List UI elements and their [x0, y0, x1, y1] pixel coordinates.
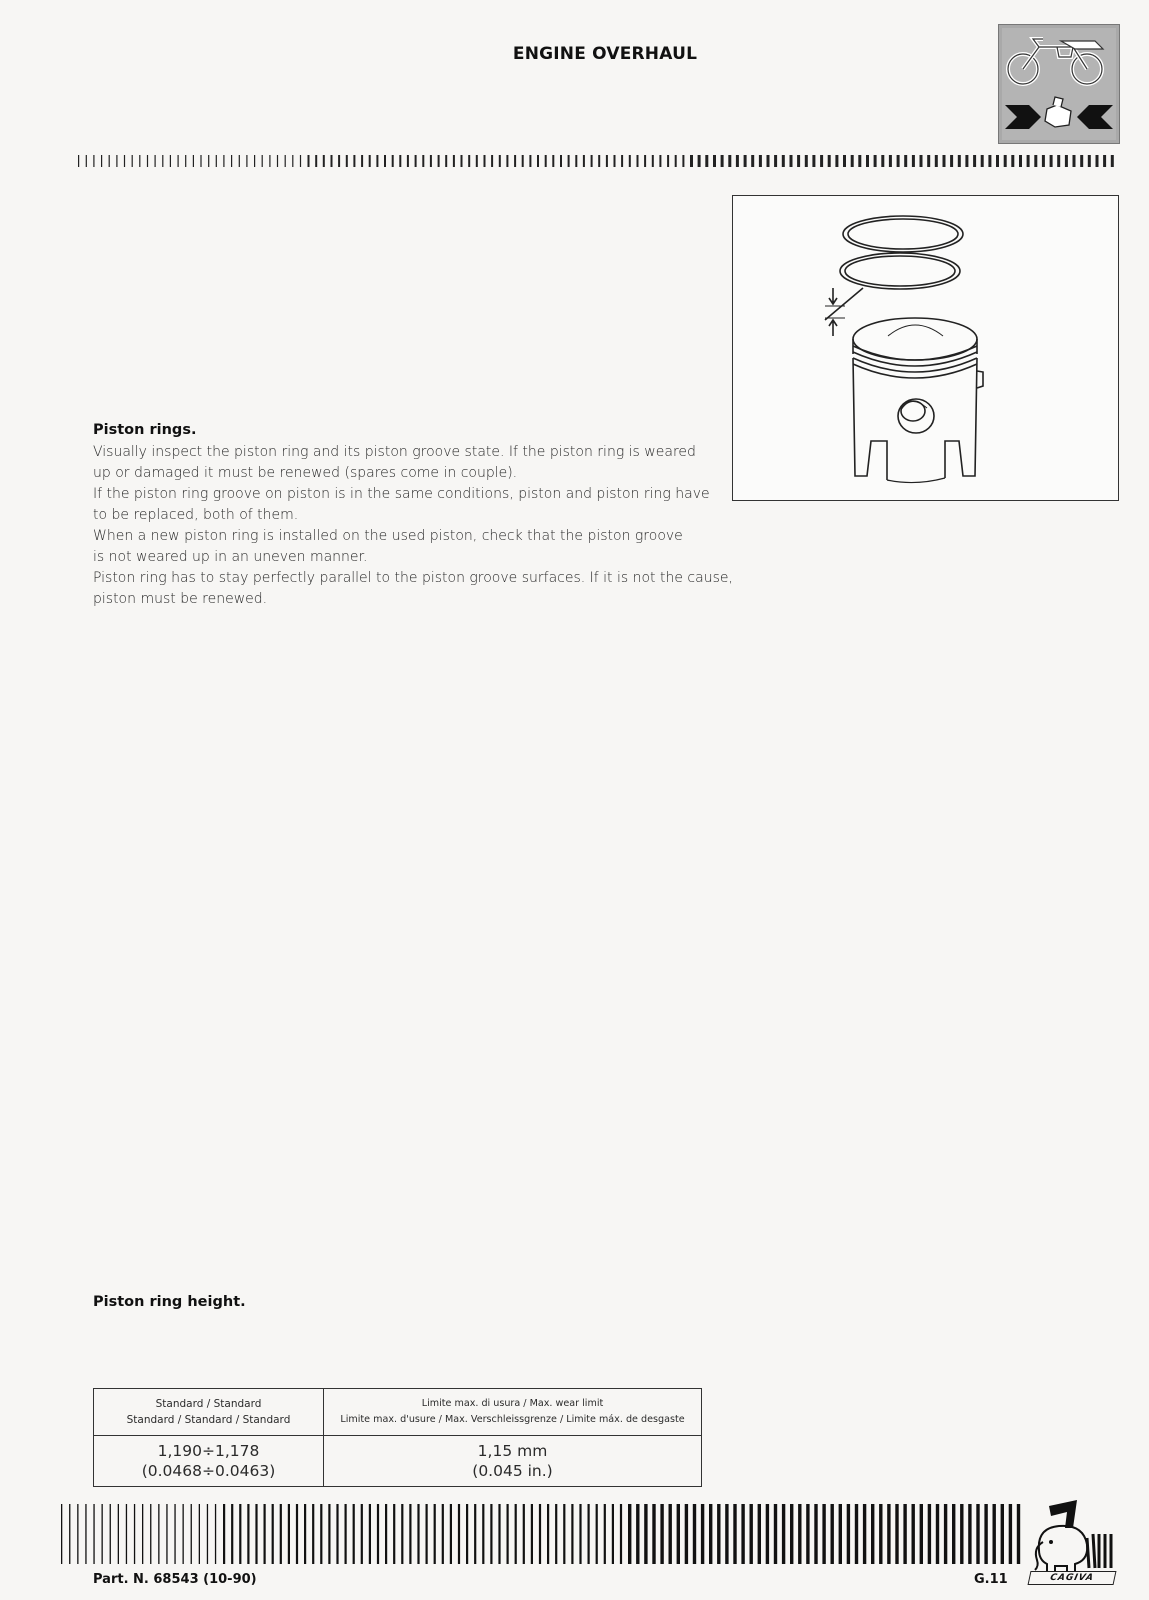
part-number: Part. N. 68543 (10-90) — [93, 1572, 257, 1587]
text-line: to be replaced, both of them. — [93, 507, 299, 523]
text-line: When a new piston ring is installed on the used piston, check that the piston groove — [93, 528, 683, 544]
header-line: Standard / Standard — [155, 1398, 262, 1410]
value-line: (0.0468÷0.0463) — [141, 1462, 276, 1480]
ring-height-spec-table — [93, 1388, 702, 1487]
value-line: 1,190÷1,178 — [157, 1442, 260, 1460]
bottom-tick-rule — [61, 1504, 1111, 1567]
paragraph — [93, 526, 708, 568]
text-line: piston must be renewed. — [93, 591, 268, 607]
text-line: Piston ring has to stay perfectly parallel to the piston groove surfaces. If it is not the cause, — [93, 570, 733, 586]
brand-wordmark: CAGIVA — [1028, 1571, 1117, 1585]
header-line: Limite max. d'usure / Max. Verschleissgrenze / Limite máx. de desgaste — [340, 1414, 685, 1425]
text-line: is not weared up in an uneven manner. — [93, 549, 368, 565]
standard-value-cell — [94, 1436, 324, 1487]
value-line: (0.045 in.) — [472, 1462, 553, 1480]
piston-and-rings-illustration — [733, 196, 1118, 500]
paragraph — [93, 484, 708, 526]
header-line: Limite max. di usura / Max. wear limit — [421, 1398, 604, 1409]
paragraph — [93, 442, 708, 484]
piston-rings-heading: Piston rings. — [93, 422, 197, 438]
table-row — [94, 1436, 702, 1487]
table-header-row — [94, 1389, 702, 1436]
value-line: 1,15 mm — [477, 1442, 548, 1460]
paragraph — [93, 568, 733, 610]
piston-ring-height-heading: Piston ring height. — [93, 1294, 246, 1310]
piston-figure-frame — [732, 195, 1119, 501]
header-line: Standard / Standard / Standard — [126, 1414, 291, 1426]
page-title: ENGINE OVERHAUL — [512, 44, 698, 64]
page-number: G.11 — [974, 1572, 1008, 1587]
standard-header-cell — [94, 1389, 324, 1436]
text-line: up or damaged it must be renewed (spares come in couple). — [93, 465, 518, 481]
motorcycle-engine-overhaul-icon — [998, 24, 1120, 144]
top-tick-rule — [72, 154, 1120, 169]
text-line: Visually inspect the piston ring and its piston groove state. If the piston ring is weared — [93, 444, 696, 460]
wear-limit-value-cell — [324, 1436, 702, 1487]
piston-rings-text — [93, 442, 733, 610]
text-line: If the piston ring groove on piston is in the same conditions, piston and piston ring have — [93, 486, 710, 502]
wear-limit-header-cell — [324, 1389, 702, 1436]
